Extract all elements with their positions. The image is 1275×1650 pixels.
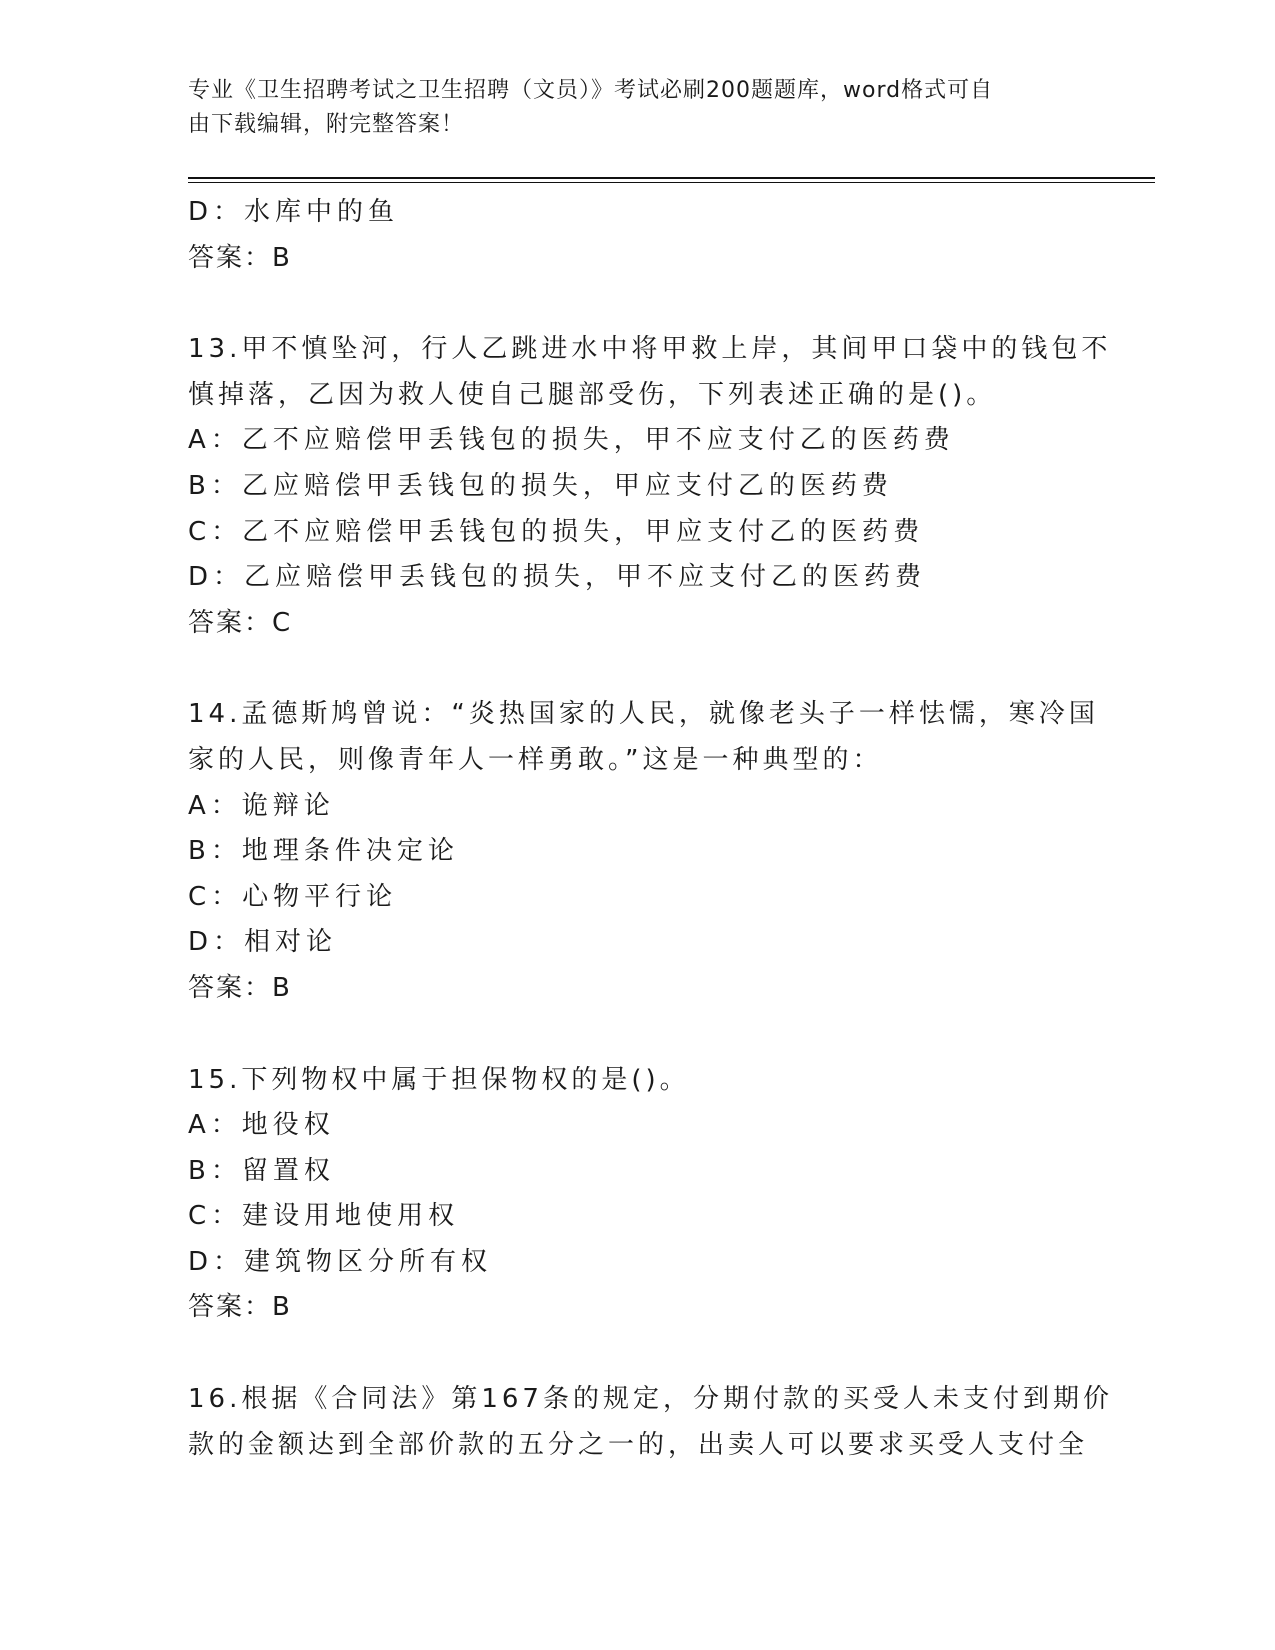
document-header <box>188 74 1068 142</box>
question-14 <box>188 692 1099 1011</box>
question-stem: 13.甲不慎坠河，行人乙跳进水中将甲救上岸，其间甲口袋中的钱包不 <box>188 334 1112 365</box>
option-a: A：诡辩论 <box>188 790 335 821</box>
question-stem: 家的人民，则像青年人一样勇敢。”这是一种典型的： <box>188 744 883 775</box>
option-c: C：建设用地使用权 <box>188 1201 460 1232</box>
header-line-2: 由下载编辑，附完整答案！ <box>188 112 465 137</box>
header-rule-thick <box>188 177 1155 179</box>
option-c: C：心物平行论 <box>188 881 398 912</box>
answer-line: 答案：B <box>188 972 292 1003</box>
answer-line: 答案：C <box>188 607 293 638</box>
question-stem: 慎掉落，乙因为救人使自己腿部受伤，下列表述正确的是()。 <box>188 379 997 410</box>
header-rule-thin <box>188 182 1155 183</box>
answer-line: 答案：B <box>188 1292 292 1323</box>
header-line-1: 专业《卫生招聘考试之卫生招聘（文员）》考试必刷200题题库，word格式可自 <box>188 78 994 103</box>
option-b: B：地理条件决定论 <box>188 836 459 867</box>
question-13 <box>188 327 1112 646</box>
previous-question-tail <box>188 190 1088 281</box>
option-d: D：相对论 <box>188 927 338 958</box>
question-stem: 款的金额达到全部价款的五分之一的，出卖人可以要求买受人支付全 <box>188 1429 1089 1460</box>
question-stem: 15.下列物权中属于担保物权的是()。 <box>188 1064 690 1095</box>
question-stem: 16.根据《合同法》第167条的规定，分期付款的买受人未支付到期价 <box>188 1384 1113 1415</box>
question-stem: 14.孟德斯鸠曾说：“炎热国家的人民，就像老头子一样怯懦，寒冷国 <box>188 699 1099 730</box>
option-c: C：乙不应赔偿甲丢钱包的损失，甲应支付乙的医药费 <box>188 516 925 547</box>
option-b: B：留置权 <box>188 1155 335 1186</box>
question-16 <box>188 1377 1113 1468</box>
question-15 <box>188 1058 1088 1332</box>
option-d: D：乙应赔偿甲丢钱包的损失，甲不应支付乙的医药费 <box>188 562 927 593</box>
option-d: D：建筑物区分所有权 <box>188 1246 493 1277</box>
question-list <box>188 190 1113 1468</box>
option-b: B：乙应赔偿甲丢钱包的损失，甲应支付乙的医药费 <box>188 470 893 501</box>
option-d: D：水库中的鱼 <box>188 197 400 227</box>
option-a: A：乙不应赔偿甲丢钱包的损失，甲不应支付乙的医药费 <box>188 425 955 456</box>
option-a: A：地役权 <box>188 1110 335 1141</box>
answer-line: 答案：B <box>188 242 292 273</box>
